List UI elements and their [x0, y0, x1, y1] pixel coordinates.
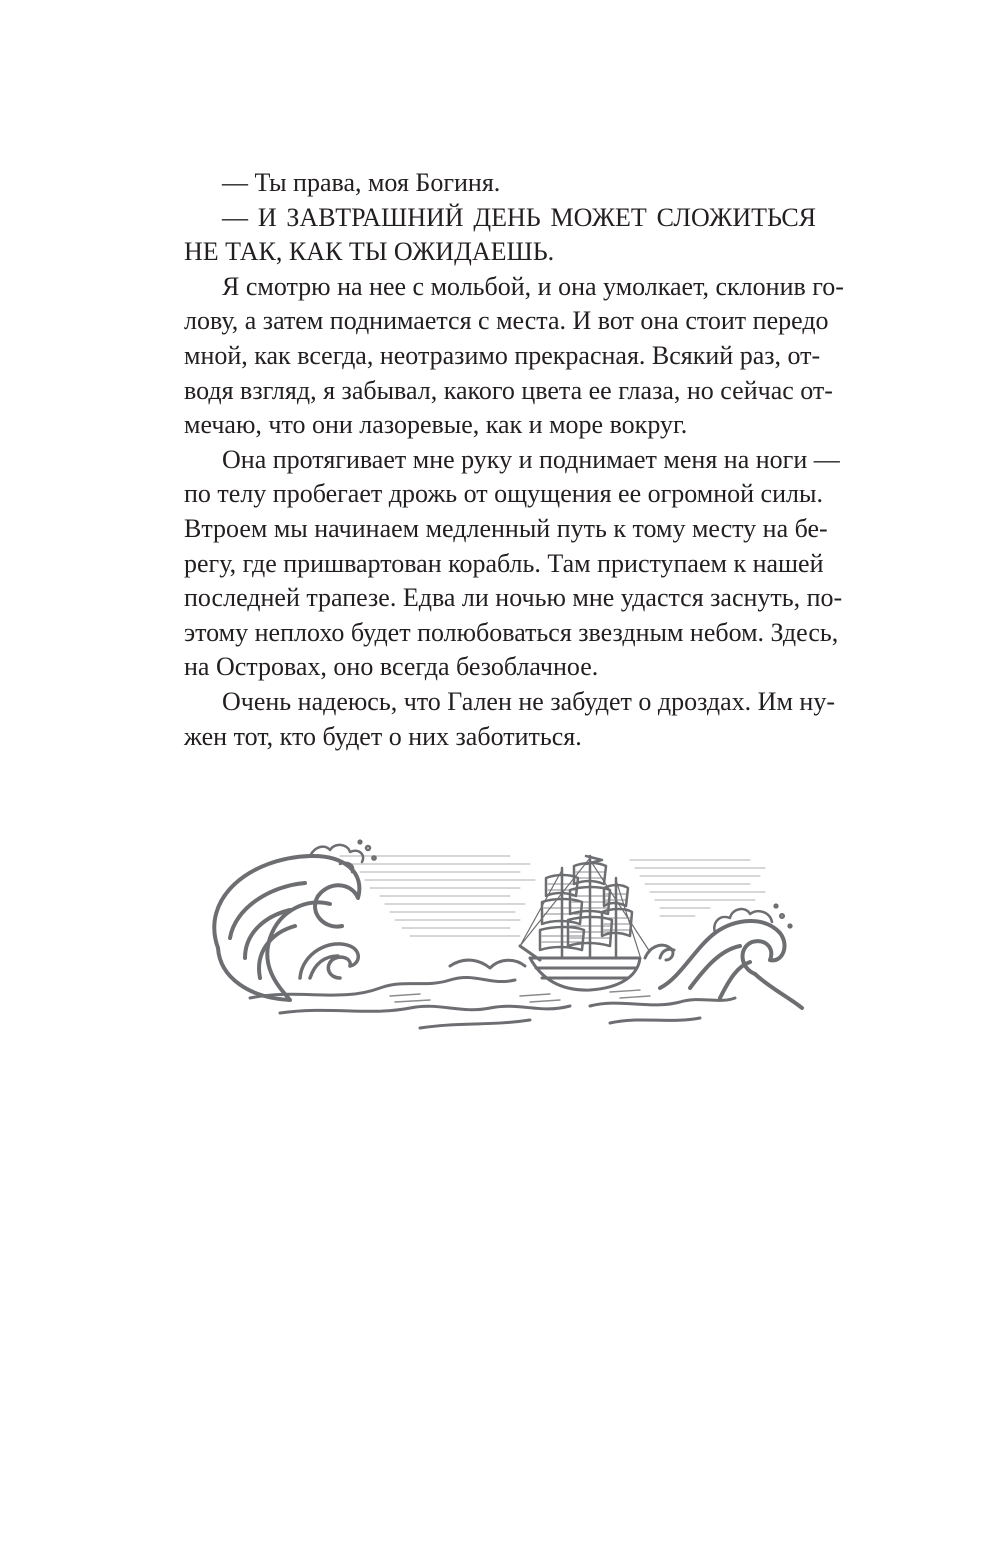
text-line: жен тот, кто будет о них заботиться. — [184, 721, 582, 751]
text-line: мечаю, что они лазоревые, как и море вокруг. — [184, 410, 688, 440]
text-line: — Ты права, моя Богиня. — [222, 168, 501, 197]
text-line: мной, как всегда, неотразимо прекрасная. Всякий раз, от- — [184, 340, 821, 370]
ship-sails — [540, 863, 632, 950]
text-line: лову, а затем поднимается с места. И вот она стоит передо — [184, 306, 829, 336]
text-line: регу, где пришвартован корабль. Там приступаем к нашей — [184, 548, 824, 578]
text-line: последней трапезе. Едва ли ночью мне удастся заснуть, по- — [184, 583, 843, 613]
sky-hatching — [340, 856, 765, 936]
text-line: водя взгляд, я забывал, какого цвета ее глаза, но сейчас от- — [184, 375, 833, 405]
ship-hull — [520, 946, 640, 990]
text-line: НЕ ТАК, КАК ТЫ ОЖИДАЕШЬ. — [184, 237, 555, 267]
page-body-text — [184, 166, 844, 754]
sea-hatching — [390, 990, 650, 1002]
ship-and-waves-illustration — [190, 838, 810, 1030]
text-line: Очень надеюсь, что Гален не забудет о дроздах. Им ну- — [222, 686, 835, 716]
text-line: этому неплохо будет полюбоваться звездным небом. Здесь, — [184, 617, 839, 647]
right-wave-foam — [714, 905, 791, 933]
text-line: Я смотрю на нее с мольбой, и она умолкает, склонив го- — [222, 271, 844, 301]
text-line: по телу пробегает дрожь от ощущения ее огромной силы. — [184, 479, 823, 509]
small-inner-wave — [300, 944, 358, 978]
text-line: Втроем мы начинаем медленный путь к тому месту на бе- — [184, 513, 828, 543]
vignette-svg — [190, 838, 810, 1030]
right-curling-wave — [660, 921, 802, 1008]
sea-surface — [250, 960, 735, 1028]
text-line: Она протягивает мне руку и поднимает меня на ноги — — [222, 444, 840, 474]
mid-waves — [645, 945, 674, 960]
text-line: — И ЗАВТРАШНИЙ ДЕНЬ МОЖЕТ СЛОЖИТЬСЯ — [222, 202, 816, 232]
text-line: на Островах, оно всегда безоблачное. — [184, 652, 599, 682]
